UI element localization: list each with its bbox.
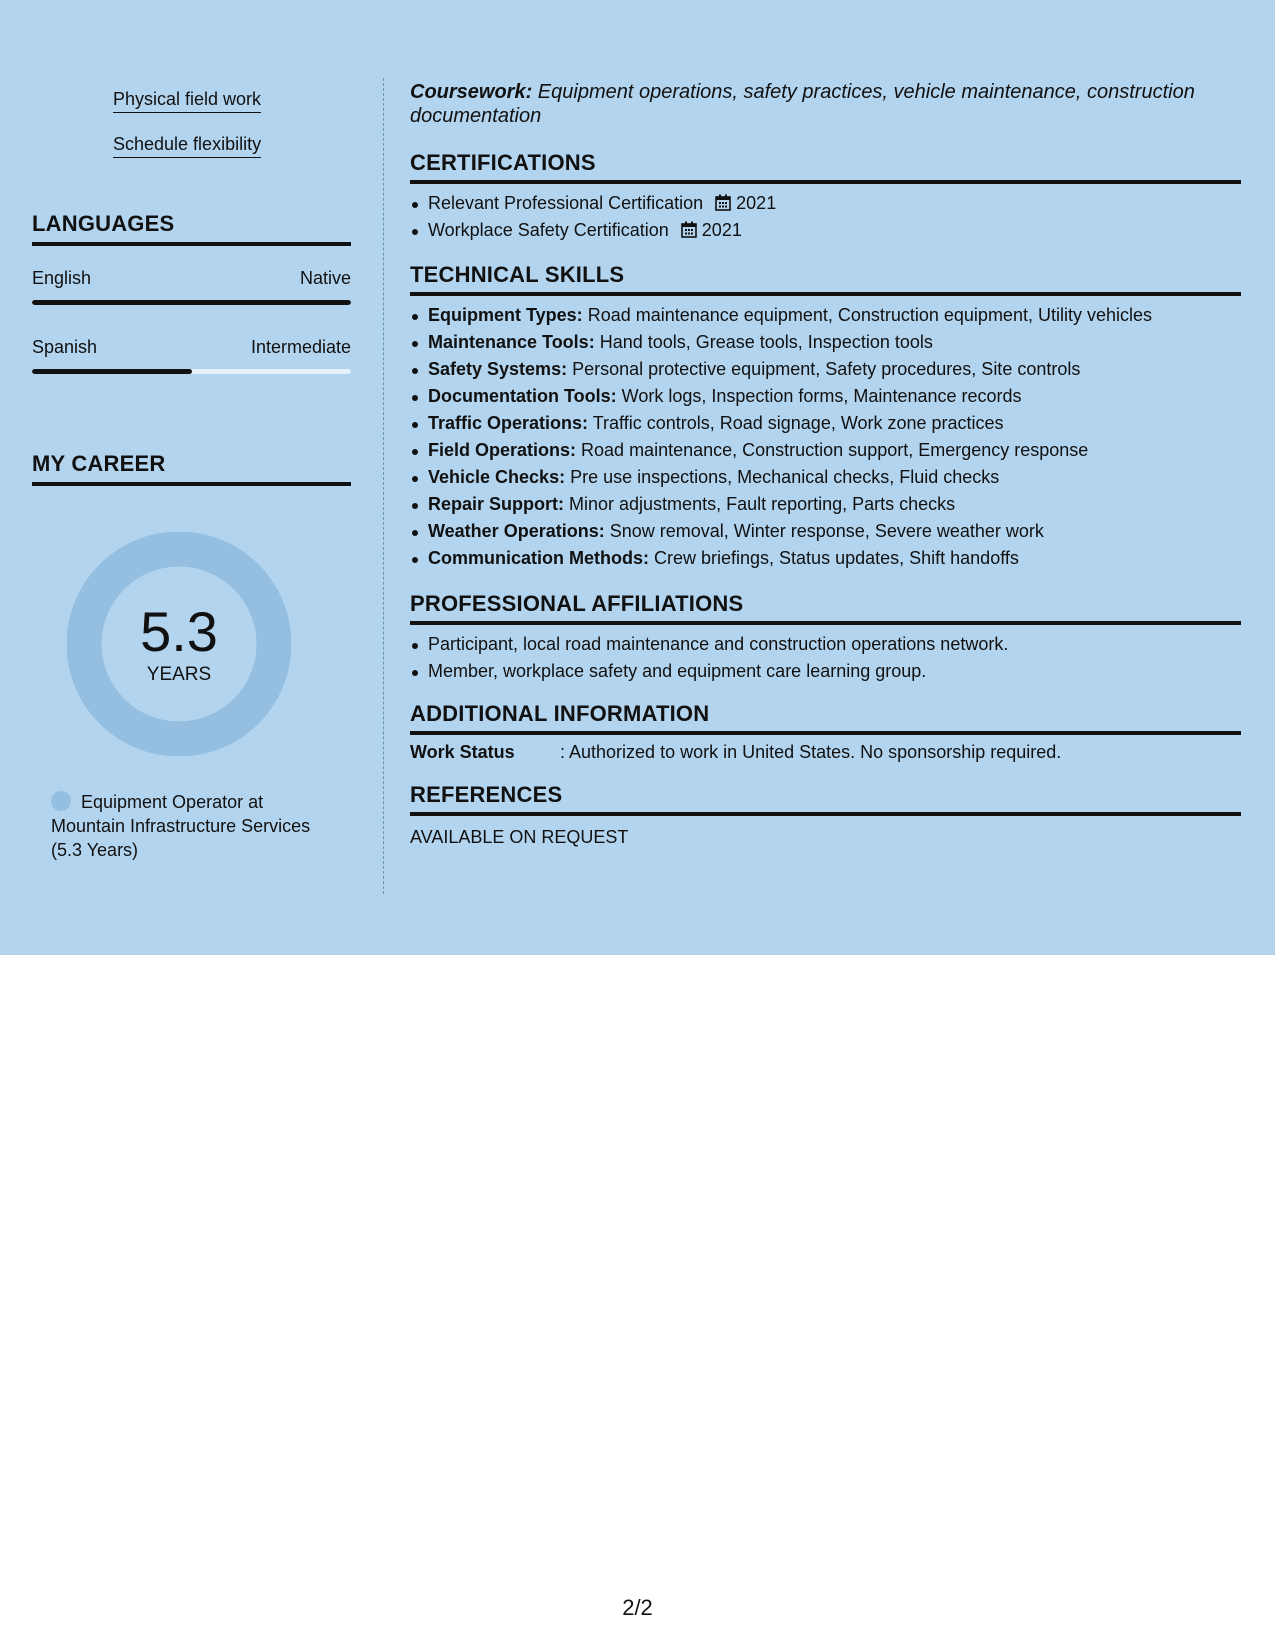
legend-dot-icon bbox=[51, 791, 71, 811]
skill-item bbox=[410, 491, 1241, 518]
skill-item bbox=[410, 518, 1241, 545]
technical-skills-list bbox=[410, 302, 1241, 572]
certifications-list bbox=[410, 190, 1241, 244]
additional-info-title: ADDITIONAL INFORMATION bbox=[410, 701, 1241, 735]
certification-name: Workplace Safety Certification bbox=[428, 220, 669, 240]
language-bar-fill bbox=[32, 300, 351, 305]
skill-item bbox=[410, 356, 1241, 383]
skill-value: Road maintenance, Construction support, Emergency response bbox=[576, 440, 1089, 460]
skill-label: Safety Systems: bbox=[428, 359, 568, 379]
calendar-icon bbox=[715, 190, 731, 217]
skill-value: Work logs, Inspection forms, Maintenance records bbox=[616, 386, 1022, 406]
skill-item bbox=[410, 545, 1241, 572]
skill-item bbox=[410, 410, 1241, 437]
certification-year: 2021 bbox=[736, 193, 777, 213]
language-name: English bbox=[32, 268, 92, 288]
skill-item bbox=[410, 464, 1241, 491]
career-years-unit: YEARS bbox=[146, 664, 212, 685]
skill-value: Hand tools, Grease tools, Inspection tools bbox=[594, 332, 933, 352]
affiliations-title: PROFESSIONAL AFFILIATIONS bbox=[410, 591, 1241, 625]
affiliation-item: Participant, local road maintenance and construction operations network. bbox=[410, 631, 1241, 658]
skill-label: Repair Support: bbox=[428, 494, 565, 514]
certification-year: 2021 bbox=[701, 220, 742, 240]
strength-pill: Physical field work bbox=[113, 88, 261, 113]
skill-value: Minor adjustments, Fault reporting, Parts checks bbox=[564, 494, 956, 514]
work-status-value: : Authorized to work in United States. No sponsorship required. bbox=[560, 742, 1062, 762]
skill-label: Equipment Types: bbox=[428, 305, 583, 325]
technical-skills-title: TECHNICAL SKILLS bbox=[410, 262, 1241, 296]
strength-pill: Schedule flexibility bbox=[113, 133, 261, 158]
coursework bbox=[410, 80, 1241, 128]
skill-label: Field Operations: bbox=[428, 440, 577, 460]
skill-label: Maintenance Tools: bbox=[428, 332, 595, 352]
skill-item bbox=[410, 437, 1241, 464]
language-bar bbox=[32, 369, 351, 374]
column-divider bbox=[383, 78, 384, 894]
skill-value: Road maintenance equipment, Construction equipment, Utility vehicles bbox=[582, 305, 1152, 325]
references-text: AVAILABLE ON REQUEST bbox=[410, 827, 629, 847]
language-name: Spanish bbox=[32, 337, 98, 357]
certifications-title: CERTIFICATIONS bbox=[410, 150, 1241, 184]
language-bar bbox=[32, 300, 351, 305]
page-number: 2/2 bbox=[622, 1595, 653, 1620]
skill-item bbox=[410, 302, 1241, 329]
career-donut bbox=[67, 532, 291, 756]
skill-item bbox=[410, 329, 1241, 356]
career-legend-item bbox=[51, 790, 341, 862]
language-row bbox=[32, 337, 351, 358]
language-level: Intermediate bbox=[250, 337, 351, 357]
career-total-years: 5.3 bbox=[140, 600, 218, 663]
skill-label: Weather Operations: bbox=[428, 521, 605, 541]
skill-value: Personal protective equipment, Safety procedures, Site controls bbox=[567, 359, 1081, 379]
coursework-text: Equipment operations, safety practices, vehicle maintenance, construction documentation bbox=[410, 81, 1195, 127]
references-title: REFERENCES bbox=[410, 782, 1241, 816]
certification-name: Relevant Professional Certification bbox=[428, 193, 704, 213]
skill-label: Traffic Operations: bbox=[428, 413, 589, 433]
certification-item bbox=[410, 217, 1241, 244]
skill-value: Snow removal, Winter response, Severe weather work bbox=[604, 521, 1044, 541]
skill-item bbox=[410, 383, 1241, 410]
certification-item bbox=[410, 190, 1241, 217]
skill-label: Documentation Tools: bbox=[428, 386, 617, 406]
coursework-label: Coursework: bbox=[410, 81, 533, 103]
language-row bbox=[32, 268, 351, 289]
language-bar-fill bbox=[32, 369, 192, 374]
skill-value: Traffic controls, Road signage, Work zone practices bbox=[588, 413, 1004, 433]
calendar-icon bbox=[681, 217, 697, 244]
work-status-label: Work Status bbox=[410, 742, 515, 762]
work-status-row bbox=[410, 742, 1061, 763]
skill-value: Crew briefings, Status updates, Shift handoffs bbox=[649, 548, 1019, 568]
affiliations-list bbox=[410, 631, 1241, 685]
languages-title: LANGUAGES bbox=[32, 211, 351, 246]
skill-label: Vehicle Checks: bbox=[428, 467, 566, 487]
language-level: Native bbox=[299, 268, 351, 288]
affiliation-item: Member, workplace safety and equipment care learning group. bbox=[410, 658, 1241, 685]
career-donut-center bbox=[67, 532, 291, 756]
skill-label: Communication Methods: bbox=[428, 548, 649, 568]
skill-value: Pre use inspections, Mechanical checks, Fluid checks bbox=[565, 467, 1000, 487]
career-entry-text: Equipment Operator at Mountain Infrastructure Services (5.3 Years) bbox=[51, 792, 311, 860]
career-title: MY CAREER bbox=[32, 451, 351, 486]
